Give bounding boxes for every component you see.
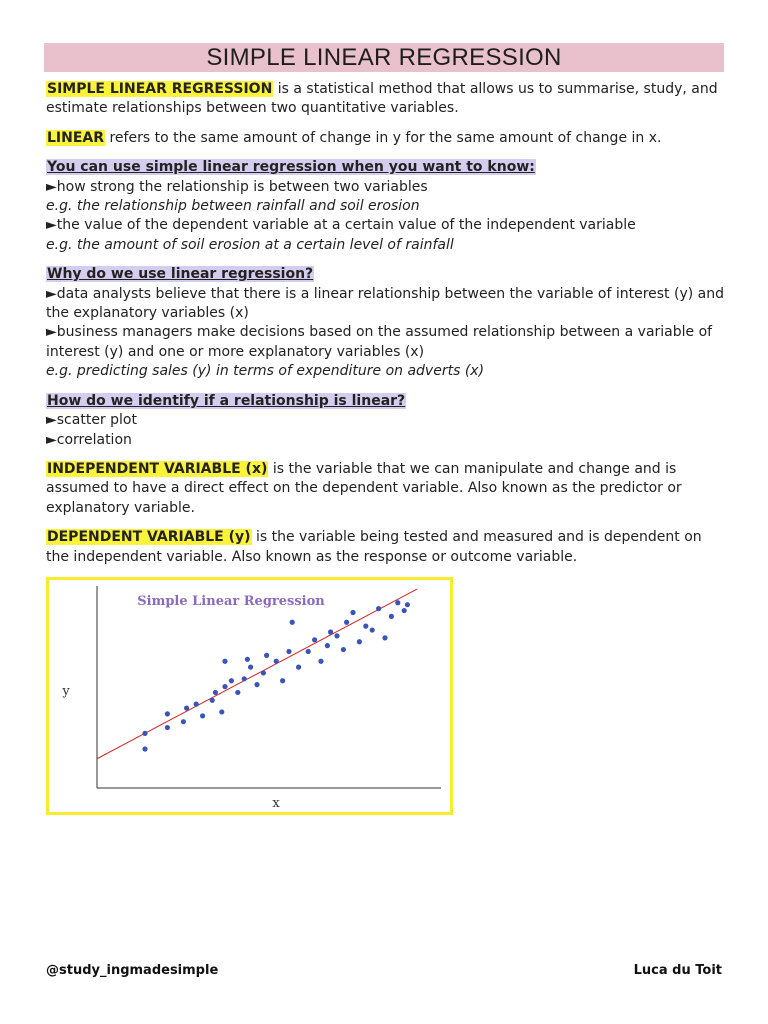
- data-point: [357, 639, 362, 644]
- page-title: SIMPLE LINEAR REGRESSION: [44, 43, 724, 72]
- dependent-term: DEPENDENT VARIABLE (y): [47, 529, 251, 546]
- data-point: [280, 678, 285, 683]
- data-point: [142, 746, 147, 751]
- intro-text: is a statistical method that allows us to summarise, study, and estimate relationships between two quantitative variables.: [46, 81, 718, 117]
- example-line: e.g. the amount of soil erosion at a certain level of rainfall: [46, 236, 454, 253]
- data-point: [245, 657, 250, 662]
- data-point: [402, 608, 407, 613]
- bullet-line: ►correlation: [46, 431, 132, 448]
- linear-term: LINEAR: [47, 129, 105, 146]
- data-point: [312, 637, 317, 642]
- intro-paragraph: [46, 80, 724, 119]
- data-point: [296, 665, 301, 670]
- data-point: [235, 690, 240, 695]
- example-line: e.g. the relationship between rainfall and soil erosion: [46, 198, 420, 215]
- data-point: [344, 620, 349, 625]
- data-point: [328, 629, 333, 634]
- data-point: [219, 709, 224, 714]
- data-point: [290, 620, 295, 625]
- data-point: [184, 705, 189, 710]
- dependent-text: is the variable being tested and measured and is dependent on the independent variable. Also known as the response or outcome variable.: [46, 529, 702, 565]
- data-point: [142, 731, 147, 736]
- scatter-chart: [49, 580, 450, 812]
- bullet-line: ►how strong the relationship is between two variables: [46, 178, 428, 195]
- data-point: [229, 678, 234, 683]
- data-point: [213, 690, 218, 695]
- document-body: [46, 80, 724, 567]
- why-section-list: [46, 285, 724, 382]
- data-point: [306, 649, 311, 654]
- when-section-heading: You can use simple linear regression when you want to know:: [47, 159, 535, 176]
- bullet-line: ►the value of the dependent variable at a certain value of the independent variable: [46, 217, 636, 234]
- why-section-heading: Why do we use linear regression?: [47, 266, 314, 283]
- data-points-layer: [142, 600, 410, 751]
- footer-author: Luca du Toit: [633, 963, 722, 978]
- data-point: [165, 711, 170, 716]
- chart-x-axis-label: x: [272, 796, 280, 811]
- bullet-line: ►data analysts believe that there is a linear relationship between the variable of interest (y) and the explanatory variables (x): [46, 285, 724, 322]
- data-point: [210, 698, 215, 703]
- data-point: [389, 614, 394, 619]
- data-point: [405, 602, 410, 607]
- data-point: [363, 624, 368, 629]
- independent-paragraph: [46, 460, 724, 518]
- data-point: [341, 647, 346, 652]
- data-point: [248, 665, 253, 670]
- footer-handle: @study_ingmadesimple: [46, 963, 219, 978]
- data-point: [181, 719, 186, 724]
- independent-term: INDEPENDENT VARIABLE (x): [47, 460, 268, 477]
- data-point: [274, 659, 279, 664]
- data-point: [222, 684, 227, 689]
- data-point: [194, 702, 199, 707]
- independent-text: is the variable that we can manipulate and change and is assumed to have a direct effect on the dependent variable. Also known as the predictor or explanatory variable.: [46, 460, 682, 516]
- data-point: [286, 649, 291, 654]
- intro-term: SIMPLE LINEAR REGRESSION: [47, 81, 273, 97]
- how-section-list: [46, 411, 724, 450]
- bullet-line: ►scatter plot: [46, 412, 137, 429]
- linear-text: refers to the same amount of change in y for the same amount of change in x.: [105, 129, 662, 146]
- data-point: [334, 633, 339, 638]
- data-point: [242, 676, 247, 681]
- data-point: [261, 670, 266, 675]
- data-point: [370, 627, 375, 632]
- data-point: [395, 600, 400, 605]
- data-point: [222, 659, 227, 664]
- data-point: [325, 643, 330, 648]
- chart-title: Simple Linear Regression: [137, 594, 325, 609]
- data-point: [350, 610, 355, 615]
- scatter-chart-frame: [46, 577, 453, 815]
- when-section-list: [46, 178, 724, 256]
- data-point: [165, 725, 170, 730]
- bullet-line: ►business managers make decisions based on the assumed relationship between a variable of interest (y) and one or more explanatory variables (x): [46, 324, 713, 360]
- data-point: [264, 653, 269, 658]
- data-point: [376, 606, 381, 611]
- data-point: [254, 682, 259, 687]
- how-section-heading: How do we identify if a relationship is linear?: [47, 392, 406, 409]
- data-point: [318, 659, 323, 664]
- chart-y-axis-label: y: [62, 684, 70, 699]
- dependent-paragraph: [46, 528, 724, 567]
- data-point: [200, 713, 205, 718]
- linear-paragraph: [46, 129, 724, 148]
- example-line: e.g. predicting sales (y) in terms of expenditure on adverts (x): [46, 363, 485, 380]
- data-point: [382, 635, 387, 640]
